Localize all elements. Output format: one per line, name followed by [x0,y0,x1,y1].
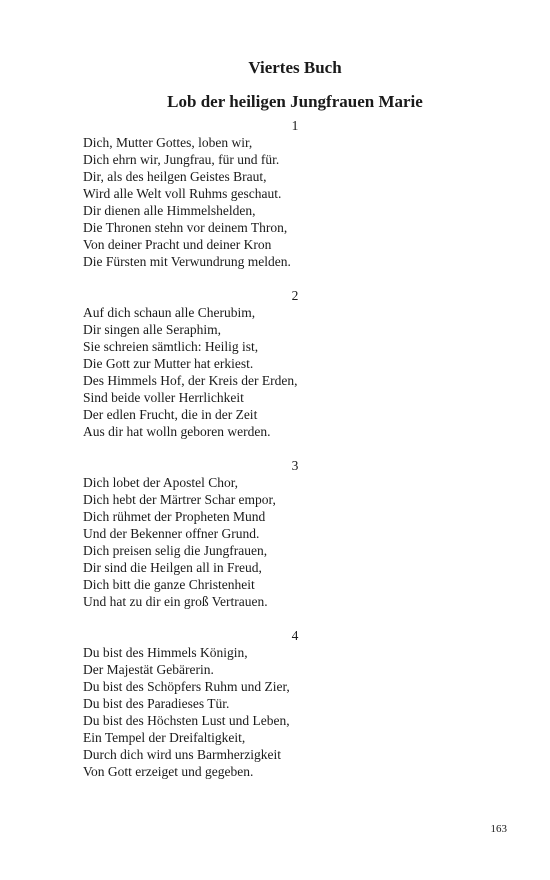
verse-line: Aus dir hat wolln geboren werden. [83,424,271,439]
verse-line: Dir sind die Heilgen all in Freud, [83,560,262,575]
stanza-3 [83,457,503,610]
page-number: 163 [490,823,507,835]
poem-body [83,117,503,797]
verse-line: Du bist des Höchsten Lust und Leben, [83,713,290,728]
verse-line: Du bist des Himmels Königin, [83,645,248,660]
verse-line: Wird alle Welt voll Ruhms geschaut. [83,186,282,201]
verse-line: Die Fürsten mit Verwundrung melden. [83,254,291,269]
verse-line: Sie schreien sämtlich: Heilig ist, [83,339,259,354]
stanza-number: 1 [291,118,299,133]
verse-line: Ein Tempel der Dreifaltigkeit, [83,730,246,745]
verse-line: Dich lobet der Apostel Chor, [83,475,239,490]
verse-line: Der Majestät Gebärerin. [83,662,214,677]
poem-title: Lob der heiligen Jungfrauen Marie [167,92,423,111]
stanza-2 [83,287,503,440]
verse-line: Dich rühmet der Propheten Mund [83,509,266,524]
verse-line: Dir, als des heilgen Geistes Braut, [83,169,267,184]
verse-line: Dir singen alle Seraphim, [83,322,221,337]
stanza-number: 4 [291,628,299,643]
verse-line: Der edlen Frucht, die in der Zeit [83,407,258,422]
verse-line: Und der Bekenner offner Grund. [83,526,260,541]
verse-line: Durch dich wird uns Barmherzigkeit [83,747,281,762]
verse-line: Die Gott zur Mutter hat erkiest. [83,356,254,371]
verse-line: Dich ehrn wir, Jungfrau, für und für. [83,152,280,167]
verse-line: Von Gott erzeiget und gegeben. [83,764,254,779]
stanza-1 [83,117,503,270]
stanza-number: 3 [291,458,299,473]
verse-line: Von deiner Pracht und deiner Kron [83,237,272,252]
book-title: Viertes Buch [248,58,342,77]
stanza-4 [83,627,503,780]
verse-line: Und hat zu dir ein groß Vertrauen. [83,594,268,609]
verse-line: Auf dich schaun alle Cherubim, [83,305,256,320]
verse-line: Du bist des Paradieses Tür. [83,696,230,711]
verse-line: Dir dienen alle Himmelshelden, [83,203,256,218]
stanza-number: 2 [291,288,299,303]
verse-line: Dich preisen selig die Jungfrauen, [83,543,268,558]
verse-line: Dich hebt der Märtrer Schar empor, [83,492,276,507]
verse-line: Sind beide voller Herrlichkeit [83,390,244,405]
verse-line: Du bist des Schöpfers Ruhm und Zier, [83,679,290,694]
verse-line: Dich, Mutter Gottes, loben wir, [83,135,253,150]
verse-line: Dich bitt die ganze Christenheit [83,577,255,592]
verse-line: Des Himmels Hof, der Kreis der Erden, [83,373,298,388]
verse-line: Die Thronen stehn vor deinem Thron, [83,220,288,235]
